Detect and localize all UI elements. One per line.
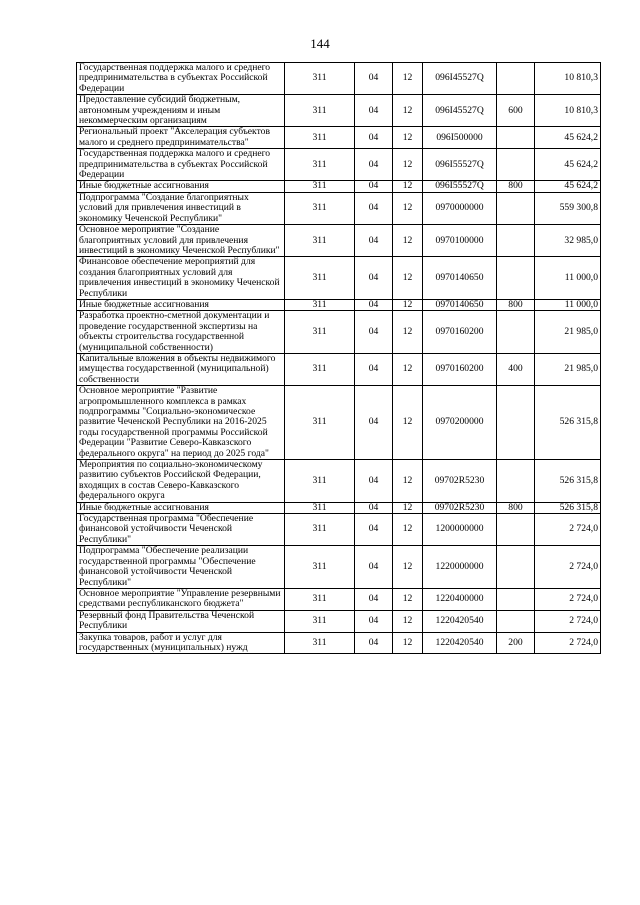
ministry-code: 311 [285,149,355,181]
subsection-code: 12 [393,127,423,149]
section-code: 04 [355,632,393,654]
expense-type-code [497,63,535,95]
table-row [77,63,601,95]
ministry-code: 311 [285,192,355,224]
budget-table [76,62,601,654]
expense-type-code [497,588,535,610]
ministry-code: 311 [285,181,355,192]
subsection-code: 12 [393,610,423,632]
table-row [77,502,601,513]
row-name: Иные бюджетные ассигнования [77,299,285,310]
ministry-code: 311 [285,257,355,300]
section-code: 04 [355,95,393,127]
target-article-code: 1200000000 [423,514,497,546]
table-row [77,386,601,460]
expense-type-code: 800 [497,299,535,310]
section-code: 04 [355,610,393,632]
section-code: 04 [355,546,393,589]
section-code: 04 [355,311,393,354]
expense-type-code [497,149,535,181]
ministry-code: 311 [285,95,355,127]
amount: 10 810,3 [535,63,601,95]
target-article-code: 1220420540 [423,610,497,632]
row-name: Финансовое обеспечение мероприятий для создания благоприятных условий для привлечения инвестиций в экономику Чеченской Республики [77,257,285,300]
ministry-code: 311 [285,502,355,513]
expense-type-code [497,460,535,503]
amount: 526 315,8 [535,460,601,503]
expense-type-code [497,127,535,149]
row-name: Резервный фонд Правительства Чеченской Республики [77,610,285,632]
target-article-code: 0970140650 [423,299,497,310]
section-code: 04 [355,225,393,257]
expense-type-code: 800 [497,181,535,192]
table-row [77,546,601,589]
ministry-code: 311 [285,546,355,589]
subsection-code: 12 [393,299,423,310]
section-code: 04 [355,460,393,503]
table-row [77,353,601,385]
section-code: 04 [355,514,393,546]
table-row [77,225,601,257]
row-name: Предоставление субсидий бюджетным, автономным учреждениям и иным некоммерческим организациям [77,95,285,127]
amount: 45 624,2 [535,127,601,149]
section-code: 04 [355,502,393,513]
subsection-code: 12 [393,63,423,95]
expense-type-code [497,311,535,354]
table-row [77,95,601,127]
row-name: Региональный проект "Акселерация субъектов малого и среднего предпринимательства" [77,127,285,149]
subsection-code: 12 [393,546,423,589]
row-name: Основное мероприятие "Создание благоприятных условий для привлечения инвестиций в экономику Чеченской Республики" [77,225,285,257]
section-code: 04 [355,299,393,310]
amount: 2 724,0 [535,632,601,654]
amount: 45 624,2 [535,181,601,192]
subsection-code: 12 [393,181,423,192]
ministry-code: 311 [285,225,355,257]
subsection-code: 12 [393,514,423,546]
row-name: Государственная поддержка малого и среднего предпринимательства в субъектах Российской Федерации [77,149,285,181]
expense-type-code: 400 [497,353,535,385]
subsection-code: 12 [393,95,423,127]
expense-type-code [497,257,535,300]
target-article-code: 096I45527Q [423,63,497,95]
table-row [77,299,601,310]
expense-type-code [497,192,535,224]
target-article-code: 09702R5230 [423,502,497,513]
row-name: Закупка товаров, работ и услуг для государственных (муниципальных) нужд [77,632,285,654]
target-article-code: 1220420540 [423,632,497,654]
table-row [77,632,601,654]
target-article-code: 1220000000 [423,546,497,589]
expense-type-code: 200 [497,632,535,654]
row-name: Иные бюджетные ассигнования [77,181,285,192]
amount: 526 315,8 [535,386,601,460]
table-row [77,127,601,149]
target-article-code: 096I55527Q [423,181,497,192]
target-article-code: 0970200000 [423,386,497,460]
amount: 32 985,0 [535,225,601,257]
subsection-code: 12 [393,225,423,257]
table-row [77,257,601,300]
amount: 2 724,0 [535,610,601,632]
ministry-code: 311 [285,311,355,354]
amount: 21 985,0 [535,353,601,385]
ministry-code: 311 [285,127,355,149]
subsection-code: 12 [393,353,423,385]
ministry-code: 311 [285,353,355,385]
ministry-code: 311 [285,460,355,503]
page-number: 144 [310,36,330,51]
row-name: Государственная поддержка малого и среднего предпринимательства в субъектах Российской Федерации [77,63,285,95]
amount: 21 985,0 [535,311,601,354]
subsection-code: 12 [393,149,423,181]
subsection-code: 12 [393,502,423,513]
target-article-code: 096I45527Q [423,95,497,127]
table-row [77,181,601,192]
section-code: 04 [355,588,393,610]
subsection-code: 12 [393,588,423,610]
row-name: Разработка проектно-сметной документации и проведение государственной экспертизы на объекты строительства государственной (муниципальной собственности) [77,311,285,354]
amount: 559 300,8 [535,192,601,224]
target-article-code: 0970140650 [423,257,497,300]
expense-type-code [497,546,535,589]
table-row [77,588,601,610]
table-row [77,514,601,546]
section-code: 04 [355,63,393,95]
section-code: 04 [355,353,393,385]
row-name: Подпрограмма "Создание благоприятных условий для привлечения инвестиций в экономику Чеченской Республики" [77,192,285,224]
row-name: Мероприятия по социально-экономическому развитию субъектов Российской Федерации, входящих в состав Северо-Кавказского федерального округа [77,460,285,503]
amount: 2 724,0 [535,588,601,610]
table-row [77,610,601,632]
ministry-code: 311 [285,299,355,310]
subsection-code: 12 [393,257,423,300]
amount: 11 000,0 [535,299,601,310]
ministry-code: 311 [285,610,355,632]
target-article-code: 0970160200 [423,311,497,354]
section-code: 04 [355,149,393,181]
table-row [77,460,601,503]
ministry-code: 311 [285,514,355,546]
subsection-code: 12 [393,386,423,460]
row-name: Капитальные вложения в объекты недвижимого имущества государственной (муниципальной) собственности [77,353,285,385]
subsection-code: 12 [393,632,423,654]
table-row [77,149,601,181]
expense-type-code: 800 [497,502,535,513]
section-code: 04 [355,257,393,300]
amount: 10 810,3 [535,95,601,127]
row-name: Основное мероприятие "Развитие агропромышленного комплекса в рамках подпрограммы "Социально-экономическое развитие Чеченской Республики на 2016-2025 годы государственной программы Российской Федерации "Развитие Северо-Кавказского федерального округа" на период до 2025 года" [77,386,285,460]
expense-type-code: 600 [497,95,535,127]
target-article-code: 096I500000 [423,127,497,149]
target-article-code: 1220400000 [423,588,497,610]
row-name: Иные бюджетные ассигнования [77,502,285,513]
ministry-code: 311 [285,386,355,460]
expense-type-code [497,225,535,257]
ministry-code: 311 [285,588,355,610]
expense-type-code [497,610,535,632]
row-name: Основное мероприятие "Управление резервными средствами республиканского бюджета" [77,588,285,610]
target-article-code: 09702R5230 [423,460,497,503]
subsection-code: 12 [393,460,423,503]
table-row [77,192,601,224]
amount: 2 724,0 [535,546,601,589]
table-row [77,311,601,354]
expense-type-code [497,514,535,546]
target-article-code: 0970160200 [423,353,497,385]
row-name: Подпрограмма "Обеспечение реализации государственной программы "Обеспечение финансовой устойчивости Чеченской Республики" [77,546,285,589]
section-code: 04 [355,127,393,149]
section-code: 04 [355,386,393,460]
amount: 11 000,0 [535,257,601,300]
subsection-code: 12 [393,311,423,354]
row-name: Государственная программа "Обеспечение финансовой устойчивости Чеченской Республики" [77,514,285,546]
target-article-code: 0970100000 [423,225,497,257]
section-code: 04 [355,192,393,224]
target-article-code: 096I55527Q [423,149,497,181]
ministry-code: 311 [285,63,355,95]
expense-type-code [497,386,535,460]
target-article-code: 0970000000 [423,192,497,224]
amount: 2 724,0 [535,514,601,546]
subsection-code: 12 [393,192,423,224]
section-code: 04 [355,181,393,192]
ministry-code: 311 [285,632,355,654]
amount: 45 624,2 [535,149,601,181]
amount: 526 315,8 [535,502,601,513]
